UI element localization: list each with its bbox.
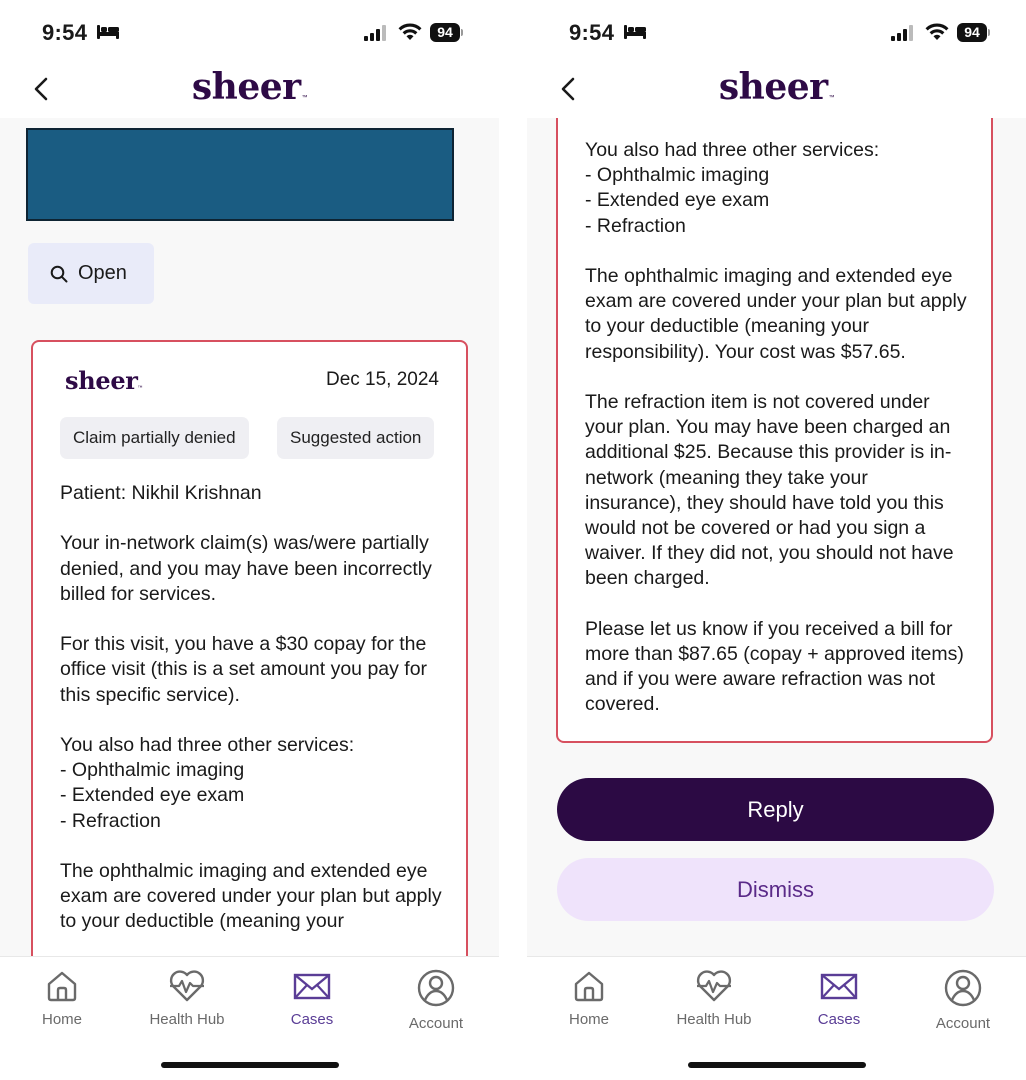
open-status-button[interactable]	[28, 243, 154, 304]
cellular-signal-icon	[891, 25, 915, 41]
tab-cases-label: Cases	[290, 1011, 334, 1028]
message-card	[31, 340, 468, 956]
phone-screen-right	[527, 0, 1026, 1080]
message-body: Patient: Nikhil Krishnan Your in-network claim(s) was/were partially denied, and you may have been incorrectly billed for services. For this visit, you have a $30 copay for the office visit (this is a set amount you pay for this specific service). You also had three other services: - Ophthalmic imaging - Extended eye exam - Refraction The ophthalmic imaging and extended eye exam are covered under your plan but apply to your deductible (meaning your	[60, 482, 442, 933]
message-card	[556, 118, 993, 743]
tab-account[interactable]	[386, 969, 486, 1032]
app-header	[0, 62, 499, 118]
envelope-icon	[293, 969, 331, 1003]
tab-health-hub[interactable]	[664, 969, 764, 1028]
status-bar	[0, 0, 499, 62]
redacted-block	[26, 128, 454, 221]
tab-cases-label: Cases	[817, 1011, 861, 1028]
account-icon	[944, 969, 982, 1007]
message-body: You also had three other services: - Ophthalmic imaging - Extended eye exam - Refraction The ophthalmic imaging and extended eye exam are covered under your plan but apply to your deductible (meaning your responsibility). Your cost was $57.65. The refraction item is not covered under your plan. You may have been charged an additional $25. Because this provider is in-network (meaning they take your insurance), they should have told you this would not be covered or had you sign a waiver. If they did not, you should not have been charged. Please let us know if you received a bill for more than $87.65 (copay + approved items) and if you were aware refraction was not covered.	[585, 139, 967, 716]
heart-pulse-icon	[695, 969, 733, 1003]
message-date: Dec 15, 2024	[325, 369, 439, 390]
battery-indicator	[957, 23, 990, 42]
wifi-icon	[925, 22, 949, 42]
tab-account[interactable]	[913, 969, 1013, 1032]
home-indicator[interactable]	[161, 1062, 339, 1068]
home-icon	[45, 969, 79, 1003]
battery-level: 94	[957, 23, 987, 42]
status-bar	[527, 0, 1026, 62]
search-icon	[50, 265, 68, 283]
sleep-focus-icon	[97, 25, 119, 39]
account-icon	[417, 969, 455, 1007]
tab-home[interactable]	[539, 969, 639, 1028]
battery-indicator	[430, 23, 463, 42]
tab-account-label: Account	[935, 1015, 991, 1032]
app-header	[527, 62, 1026, 118]
reply-button[interactable]: Reply	[557, 778, 994, 841]
case-detail-scroll[interactable]	[0, 118, 499, 956]
card-brand-logo: sheer™	[65, 366, 143, 395]
brand-logo: sheer™	[718, 66, 835, 108]
brand-logo: sheer™	[191, 66, 308, 108]
battery-level: 94	[430, 23, 460, 42]
tab-health-hub-label: Health Hub	[676, 1011, 752, 1028]
tab-home-label: Home	[568, 1011, 609, 1028]
wifi-icon	[398, 22, 422, 42]
phone-screen-left	[0, 0, 499, 1080]
claim-status-tag: Claim partially denied	[60, 417, 249, 459]
dismiss-button[interactable]: Dismiss	[557, 858, 994, 921]
status-time: 9:54	[569, 20, 615, 45]
case-detail-scroll[interactable]	[527, 118, 1026, 956]
tab-health-hub-label: Health Hub	[149, 1011, 225, 1028]
home-indicator[interactable]	[688, 1062, 866, 1068]
status-time: 9:54	[42, 20, 88, 45]
suggested-action-tag: Suggested action	[277, 417, 434, 459]
open-status-label: Open	[78, 262, 127, 284]
tab-cases[interactable]	[262, 969, 362, 1028]
cellular-signal-icon	[364, 25, 388, 41]
heart-pulse-icon	[168, 969, 206, 1003]
sleep-focus-icon	[624, 25, 646, 39]
envelope-icon	[820, 969, 858, 1003]
tab-home-label: Home	[41, 1011, 82, 1028]
tab-health-hub[interactable]	[137, 969, 237, 1028]
home-icon	[572, 969, 606, 1003]
tab-home[interactable]	[12, 969, 112, 1028]
tab-account-label: Account	[408, 1015, 464, 1032]
tab-cases[interactable]	[789, 969, 889, 1028]
